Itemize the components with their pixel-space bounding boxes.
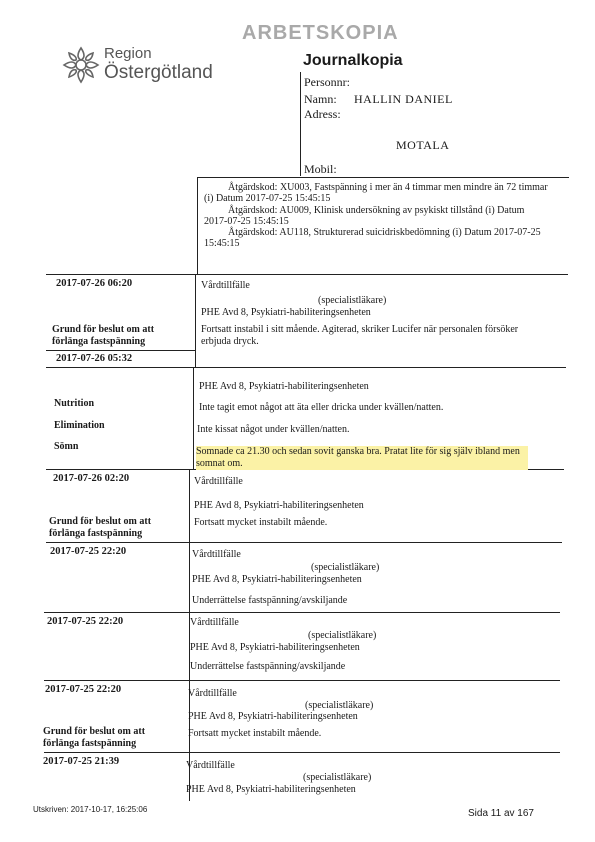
somn-label: Sömn bbox=[54, 441, 79, 452]
separator-e6 bbox=[44, 680, 560, 681]
atgardskod-xu003: Åtgärdskod: XU003, Fastspänning i mer än 4 timmar men mindre än 72 timmar bbox=[228, 182, 548, 193]
entry-date: 2017-07-26 02:20 bbox=[53, 473, 130, 484]
unit-label: PHE Avd 8, Psykiatri-habiliteringsenheten bbox=[188, 711, 358, 722]
specialist-label: (specialistläkare) bbox=[311, 562, 380, 573]
unit-label: PHE Avd 8, Psykiatri-habiliteringsenheten bbox=[201, 307, 371, 318]
namn-label: Namn: bbox=[304, 92, 337, 106]
column-divider-top bbox=[197, 177, 198, 274]
ort-value: MOTALA bbox=[396, 138, 450, 152]
atgardskod-xu003-date: (i) Datum 2017-07-25 15:45:15 bbox=[204, 193, 331, 204]
adress-label: Adress: bbox=[304, 107, 341, 121]
vardtillfalle-label: Vårdtillfälle bbox=[192, 549, 241, 560]
specialist-label: (specialistläkare) bbox=[305, 700, 374, 711]
specialist-label: (specialistläkare) bbox=[318, 295, 387, 306]
patient-box-bottom-line bbox=[197, 177, 569, 178]
personnr-label: Personnr: bbox=[304, 75, 350, 89]
entry-text: Underrättelse fastspänning/avskiljande bbox=[190, 661, 346, 672]
grund-label: Grund för beslut om att förlänga fastspänning bbox=[49, 516, 152, 539]
somn-text-highlighted: Somnade ca 21.30 och sedan sovit ganska bra. Pratat lite för sig själv ibland men somnat om. bbox=[196, 446, 528, 470]
vardtillfalle-label: Vårdtillfälle bbox=[188, 688, 237, 699]
nutrition-label: Nutrition bbox=[54, 398, 94, 409]
vardtillfalle-label: Vårdtillfälle bbox=[201, 280, 250, 291]
unit-label: PHE Avd 8, Psykiatri-habiliteringsenheten bbox=[190, 642, 360, 653]
logo-text-region: Region bbox=[104, 45, 152, 62]
entry-date: 2017-07-25 22:20 bbox=[47, 616, 124, 627]
separator-e1-left bbox=[46, 350, 196, 351]
separator-e5 bbox=[44, 612, 560, 613]
elimination-text: Inte kissat något under kvällen/natten. bbox=[197, 424, 350, 435]
atgardskod-au009-date: 2017-07-25 15:45:15 bbox=[204, 216, 289, 227]
atgardskod-au118-date: 15:45:15 bbox=[204, 238, 240, 249]
entry-date: 2017-07-25 21:39 bbox=[43, 756, 120, 767]
separator-e2 bbox=[46, 367, 566, 368]
atgardskod-au009: Åtgärdskod: AU009, Klinisk undersökning av psykiskt tillstånd (i) Datum bbox=[228, 205, 525, 216]
entry-date: 2017-07-26 05:32 bbox=[56, 353, 133, 364]
entry-date: 2017-07-25 22:20 bbox=[50, 546, 127, 557]
printed-timestamp: Utskriven: 2017-10-17, 16:25:06 bbox=[33, 805, 148, 814]
grund-label: Grund för beslut om att förlänga fastspänning bbox=[43, 726, 146, 749]
vardtillfalle-label: Vårdtillfälle bbox=[190, 617, 239, 628]
stamp-arbetskopia: ARBETSKOPIA bbox=[242, 22, 399, 44]
unit-label: PHE Avd 8, Psykiatri-habiliteringsenheten bbox=[186, 784, 356, 795]
separator-e7 bbox=[44, 752, 560, 753]
mobil-label: Mobil: bbox=[304, 162, 337, 176]
specialist-label: (specialistläkare) bbox=[303, 772, 372, 783]
separator-e1 bbox=[46, 274, 568, 275]
logo-text-ostergotland: Östergötland bbox=[104, 62, 213, 83]
elimination-label: Elimination bbox=[54, 420, 105, 431]
nutrition-text: Inte tagit emot något att äta eller dricka under kvällen/natten. bbox=[199, 402, 444, 413]
document-title: Journalkopia bbox=[303, 52, 403, 69]
unit-label: PHE Avd 8, Psykiatri-habiliteringsenheten bbox=[194, 500, 364, 511]
patient-box-left-line bbox=[300, 72, 301, 176]
column-divider-e1 bbox=[195, 274, 196, 367]
entry-date: 2017-07-26 06:20 bbox=[56, 278, 133, 289]
specialist-label: (specialistläkare) bbox=[308, 630, 377, 641]
atgardskod-au118: Åtgärdskod: AU118, Strukturerad suicidriskbedömning (i) Datum 2017-07-25 bbox=[228, 227, 541, 238]
separator-e4 bbox=[46, 542, 562, 543]
vardtillfalle-label: Vårdtillfälle bbox=[186, 760, 235, 771]
unit-label: PHE Avd 8, Psykiatri-habiliteringsenheten bbox=[192, 574, 362, 585]
column-divider-e2 bbox=[193, 367, 194, 469]
region-logo-icon bbox=[60, 44, 102, 86]
page-number: Sida 11 av 167 bbox=[468, 808, 534, 819]
entry-text: Fortsatt mycket instabilt mående. bbox=[188, 728, 322, 739]
unit-label: PHE Avd 8, Psykiatri-habiliteringsenheten bbox=[199, 381, 369, 392]
vardtillfalle-label: Vårdtillfälle bbox=[194, 476, 243, 487]
entry-date: 2017-07-25 22:20 bbox=[45, 684, 122, 695]
entry-text: Fortsatt instabil i sitt mående. Agiterad, skriker Lucifer när personalen försöker erbjuda dryck. bbox=[201, 324, 519, 347]
entry-text: Underrättelse fastspänning/avskiljande bbox=[192, 595, 348, 606]
entry-text: Fortsatt mycket instabilt mående. bbox=[194, 517, 328, 528]
grund-label: Grund för beslut om att förlänga fastspänning bbox=[52, 324, 155, 347]
namn-value: HALLIN DANIEL bbox=[354, 92, 453, 106]
